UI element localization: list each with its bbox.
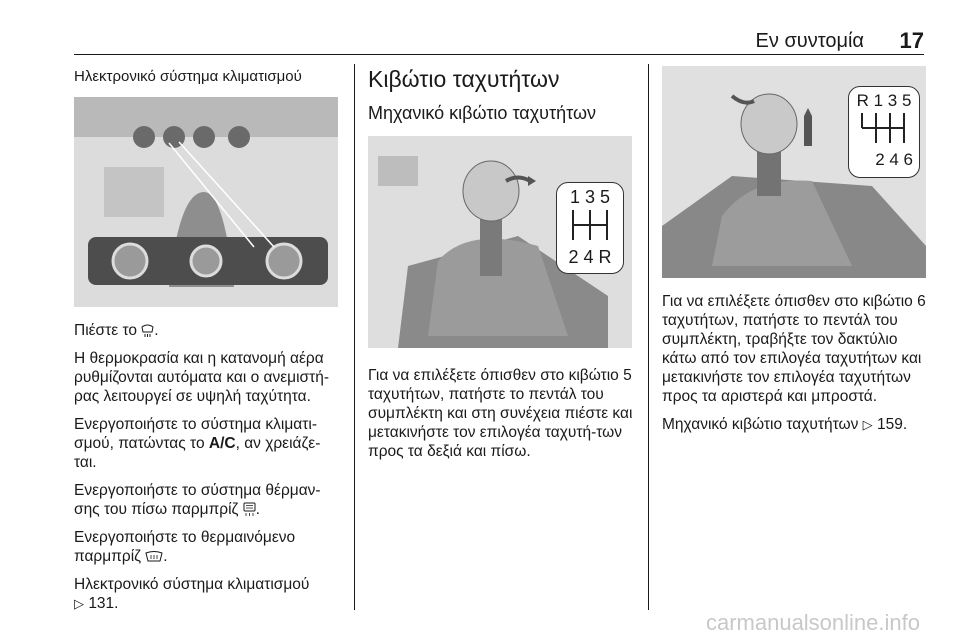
gear-lever-6-image <box>662 66 926 278</box>
p6-text: Ηλεκτρονικό σύστημα κλιματισμού <box>74 576 310 593</box>
gearbox-heading: Κιβώτιο ταχυτήτων <box>368 66 560 92</box>
column-climate <box>74 60 342 613</box>
p1-text: Πιέστε το <box>74 322 142 339</box>
shift-pattern-bottom: 2 4 6 <box>875 150 913 169</box>
p2-text: Η θερμοκρασία και η κατανομή αέρα ρυθμίζονται αυτόματα και ο ανεμιστή-ρας λειτουργεί σε υψηλή ταχύτητα. <box>74 350 329 405</box>
ac-label: A/C <box>208 435 236 452</box>
header-rule <box>74 54 924 55</box>
page-number: 17 <box>899 28 924 53</box>
gearbox-6-text: Για να επιλέξετε όπισθεν στο κιβώτιο 6 ταχυτήτων, πατήστε το πεντάλ του συμπλέκτη, τραβήξτε τον δακτύλιο κάτω από τον επιλογέα ταχυτήτων και μετακινήστε τον επιλογέα ταχυτήτων προς τα αριστερά και μπροστά. <box>662 293 926 405</box>
manual-gearbox-subheading: Μηχανικό κιβώτιο ταχυτήτων <box>368 103 597 123</box>
p5-text: Ενεργοποιήστε το θερμαινόμενο παρμπρίζ <box>74 529 296 565</box>
shift-pattern-5 <box>556 182 624 274</box>
climate-control-panel-image <box>74 97 338 307</box>
shift-gate-lines <box>557 208 623 242</box>
page-reference-arrow-icon: ▷ <box>74 596 84 611</box>
shift-pattern-top: 1 3 5 <box>569 187 611 207</box>
gear-lever-5-image <box>368 136 632 348</box>
column-divider-1 <box>354 64 355 610</box>
p3-end: , αν χρειάζε-ται. <box>74 435 321 471</box>
p5-end: . <box>163 548 168 565</box>
shift-pattern-6 <box>848 86 920 178</box>
gearbox-6-ref-text: Μηχανικό κιβώτιο ταχυτήτων <box>662 416 859 433</box>
column-divider-2 <box>648 64 649 610</box>
rear-window-heating-icon <box>243 502 256 516</box>
column-gearbox-6 <box>662 60 926 434</box>
page-header-title: Εν συντομία <box>755 30 864 52</box>
watermark: carmanualsonline.info <box>705 610 920 635</box>
shift-gate-lines <box>849 111 919 145</box>
gearbox-6-ref[interactable]: 159. <box>876 416 908 433</box>
p4-text: Ενεργοποιήστε το σύστημα θέρμαν-σης του πίσω παρμπρίζ <box>74 482 321 518</box>
p4-end: . <box>255 501 260 518</box>
heated-windscreen-icon <box>145 551 163 563</box>
p3-text: Ενεργοποιήστε το σύστημα κλιματι-σμού, πατώντας το <box>74 416 317 452</box>
gearbox-5-text: Για να επιλέξετε όπισθεν στο κιβώτιο 5 ταχυτήτων, πατήστε το πεντάλ του συμπλέκτη και στη συνέχεια πιέστε και μετακινήστε τον επιλογέα ταχυτή-των προς τα δεξιά και πίσω. <box>368 367 633 460</box>
p1-end: . <box>154 322 159 339</box>
p6-ref[interactable]: 131. <box>88 595 119 612</box>
shift-pattern-bottom: 2 4 R <box>568 247 612 267</box>
climate-heading: Ηλεκτρονικό σύστημα κλιματισμού <box>74 68 302 85</box>
shift-pattern-top: R 1 3 5 <box>856 91 912 110</box>
windscreen-defrost-icon <box>141 323 154 337</box>
column-gearbox-5 <box>368 60 634 461</box>
page-reference-arrow-icon: ▷ <box>862 417 873 432</box>
